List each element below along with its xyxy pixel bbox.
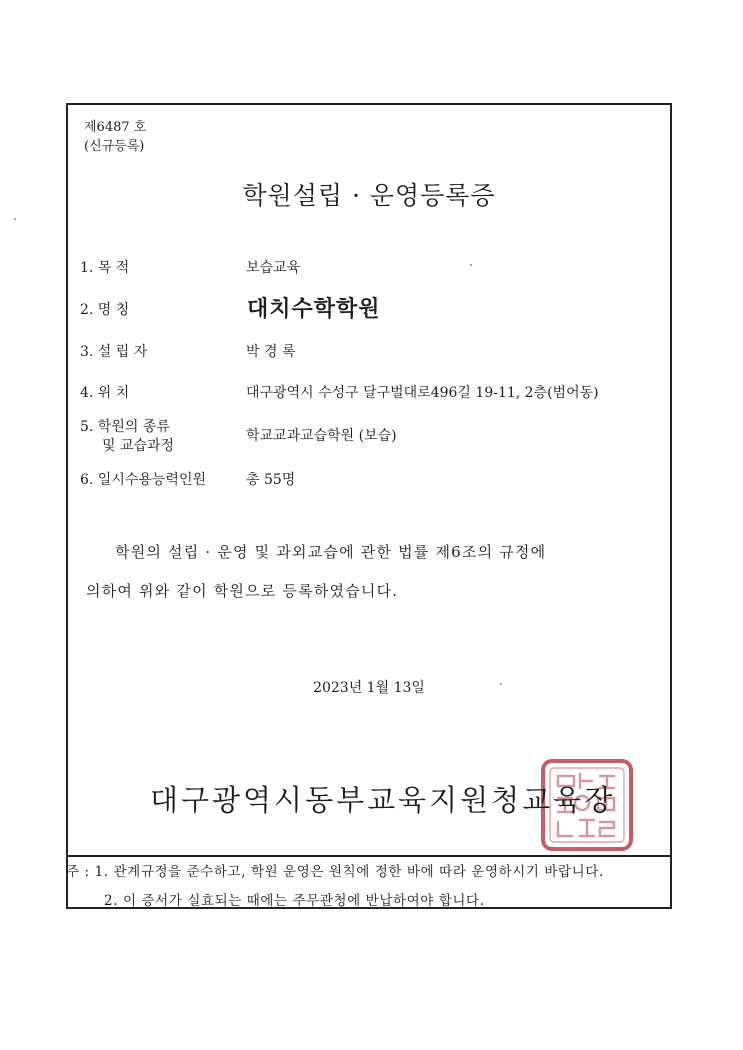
certificate-title: 학원설립 · 운영등록증 bbox=[242, 181, 496, 210]
issuer-name: 대구광역시동부교육지원청교육장 bbox=[150, 783, 616, 817]
field-value-type: 학교교과교습학원 (보습) bbox=[246, 428, 397, 444]
field-value-location: 대구광역시 수성구 달구벌대로496길 19-11, 2층(범어동) bbox=[246, 385, 599, 401]
field-label-founder: 3. 설 립 자 bbox=[80, 344, 148, 360]
notes-divider bbox=[66, 855, 672, 857]
field-value-purpose: 보습교육 bbox=[246, 260, 301, 276]
field-label-name: 2. 명 칭 bbox=[80, 302, 130, 318]
scan-speck bbox=[470, 264, 472, 266]
registration-block bbox=[84, 118, 146, 156]
scan-speck bbox=[500, 683, 502, 685]
field-label-location: 4. 위 치 bbox=[80, 385, 130, 401]
field-label-capacity: 6. 일시수용능력인원 bbox=[80, 472, 206, 488]
field-value-founder: 박 경 록 bbox=[246, 344, 296, 360]
registration-type: (신규등록) bbox=[84, 139, 145, 154]
issue-date: 2023년 1월 13일 bbox=[313, 680, 425, 696]
field-value-capacity: 총 55명 bbox=[246, 472, 296, 488]
registration-number: 제6487 호 bbox=[84, 120, 147, 135]
note-line-2: 2. 이 증서가 실효되는 때에는 주무관청에 반납하여야 합니다. bbox=[104, 893, 485, 909]
field-label-purpose: 1. 목 적 bbox=[80, 260, 130, 276]
scan-speck bbox=[14, 218, 16, 220]
statement-line-2: 의하여 위와 같이 학원으로 등록하였습니다. bbox=[86, 582, 399, 600]
statement-line-1: 학원의 설립 · 운영 및 과외교습에 관한 법률 제6조의 규정에 bbox=[115, 543, 547, 561]
field-label-type: 5. 학원의 종류 bbox=[80, 419, 170, 435]
field-label-type-line2: 및 교습과정 bbox=[102, 438, 175, 454]
field-value-name: 대치수학학원 bbox=[247, 297, 381, 322]
note-line-1: 주 : 1. 관계규정을 준수하고, 학원 운영은 원칙에 정한 바에 따라 운영하시기 바랍니다. bbox=[66, 864, 604, 880]
